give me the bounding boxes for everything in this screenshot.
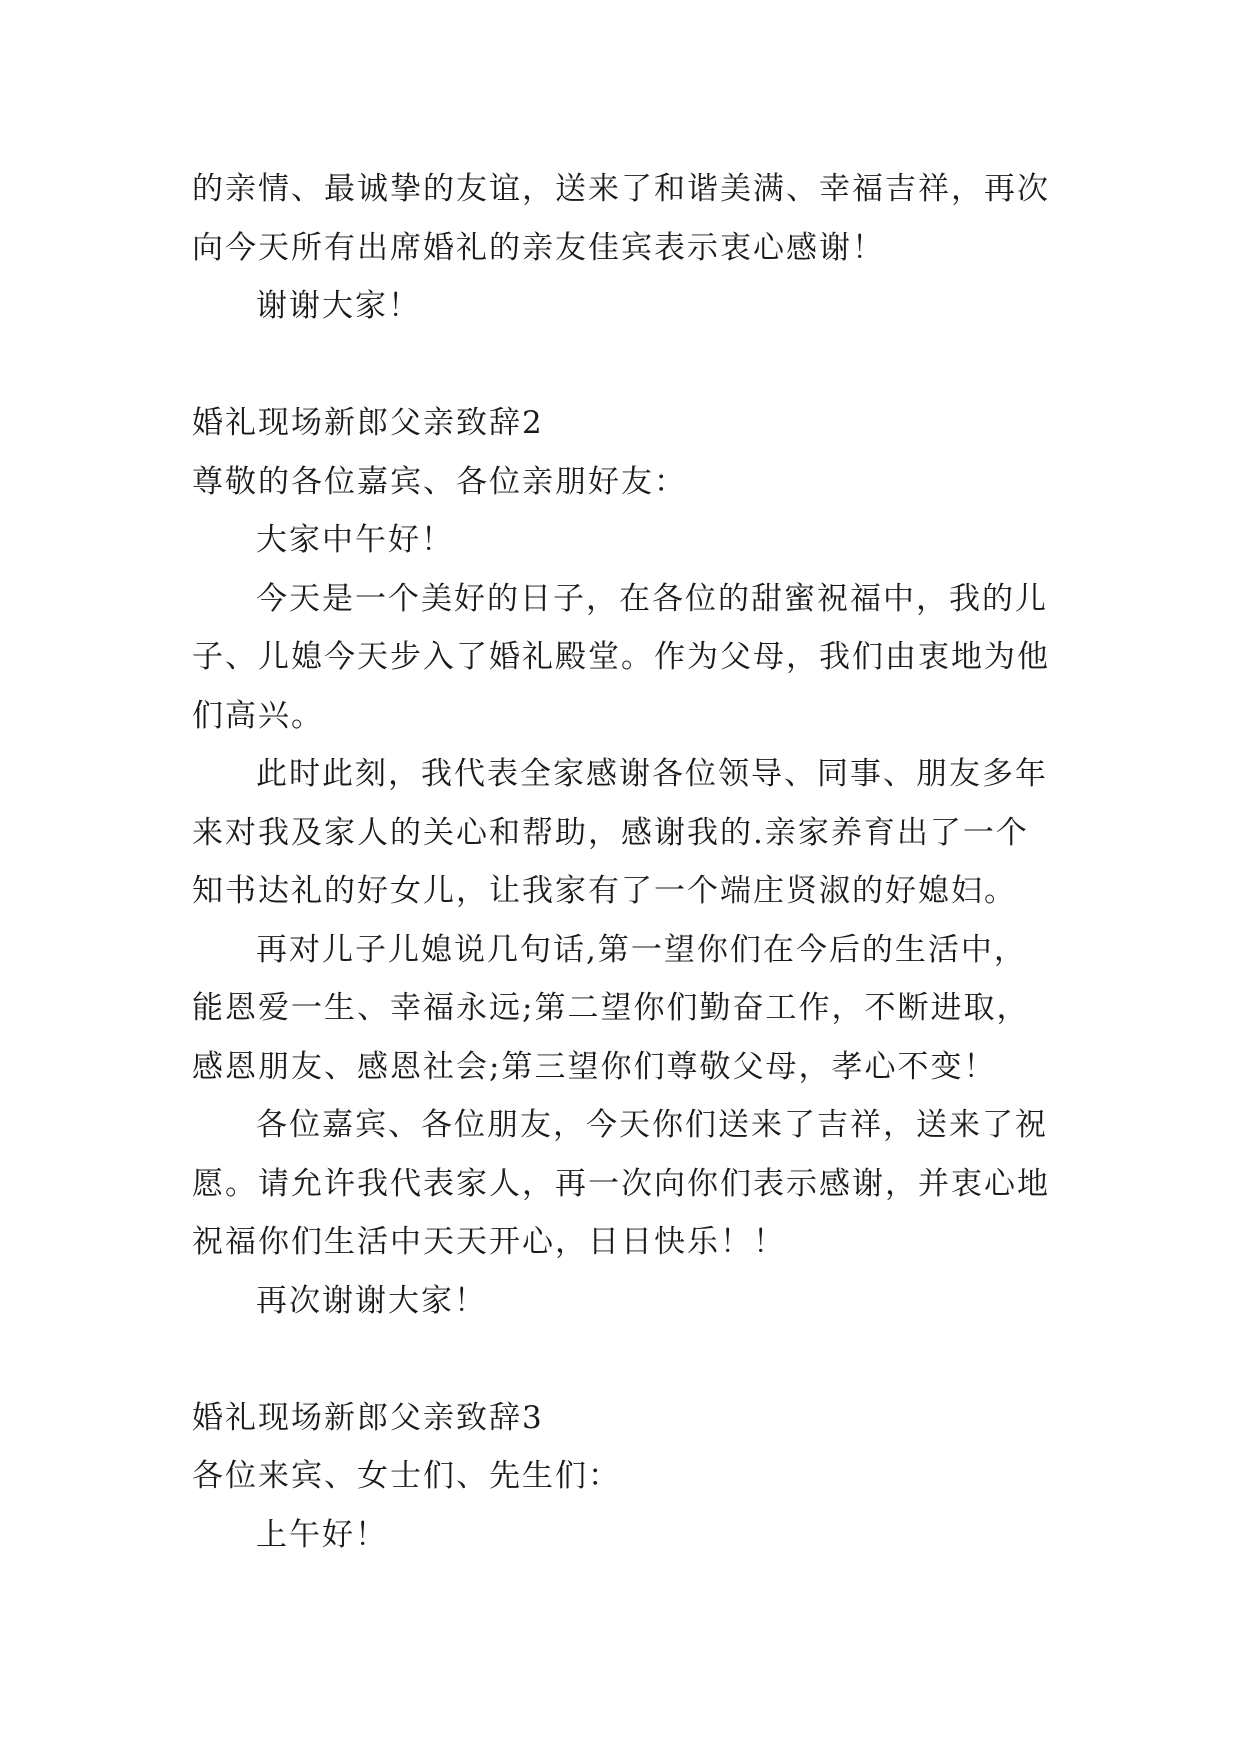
section-spacer — [192, 1330, 1057, 1389]
paragraph-line: 祝福你们生活中天天开心，日日快乐！！ — [192, 1224, 786, 1260]
greeting: 大家中午好！ — [256, 522, 454, 558]
paragraph-line: 知书达礼的好女儿，让我家有了一个端庄贤淑的好媳妇。 — [192, 873, 1017, 909]
paragraph-line: 再对儿子儿媳说几句话,第一望你们在今后的生活中， — [256, 931, 1027, 968]
paragraph-line: 此时此刻，我代表全家感谢各位领导、同事、朋友多年 — [256, 756, 1048, 792]
paragraph-line: 感恩朋友、感恩社会;第三望你们尊敬父母，孝心不变！ — [192, 1048, 997, 1085]
section-title: 婚礼现场新郎父亲致辞2 — [192, 405, 544, 441]
paragraph-line: 各位嘉宾、各位朋友，今天你们送来了吉祥，送来了祝 — [256, 1107, 1048, 1143]
document-body — [192, 160, 1057, 1564]
paragraph-line: 向今天所有出席婚礼的亲友佳宾表示衷心感谢！ — [192, 229, 885, 266]
paragraph-line: 今天是一个美好的日子，在各位的甜蜜祝福中，我的儿 — [256, 580, 1048, 617]
closing-line: 再次谢谢大家！ — [256, 1282, 487, 1319]
paragraph-line: 来对我及家人的关心和帮助，感谢我的.亲家养育出了一个 — [192, 814, 1029, 851]
paragraph-line: 子、儿媳今天步入了婚礼殿堂。作为父母，我们由衷地为他 — [192, 639, 1050, 675]
section-title: 婚礼现场新郎父亲致辞3 — [192, 1399, 544, 1436]
greeting: 上午好！ — [256, 1516, 388, 1553]
closing-line: 谢谢大家！ — [256, 288, 421, 324]
salutation: 各位来宾、女士们、先生们： — [192, 1458, 621, 1494]
section-spacer — [192, 336, 1057, 395]
paragraph-line: 愿。请允许我代表家人，再一次向你们表示感谢，并衷心地 — [192, 1165, 1050, 1202]
salutation: 尊敬的各位嘉宾、各位亲朋好友： — [192, 463, 687, 500]
paragraph-line: 能恩爱一生、幸福永远;第二望你们勤奋工作，不断进取， — [192, 990, 1030, 1026]
paragraph-line: 的亲情、最诚挚的友谊，送来了和谐美满、幸福吉祥，再次 — [192, 171, 1050, 207]
paragraph-line: 们高兴。 — [192, 697, 324, 734]
